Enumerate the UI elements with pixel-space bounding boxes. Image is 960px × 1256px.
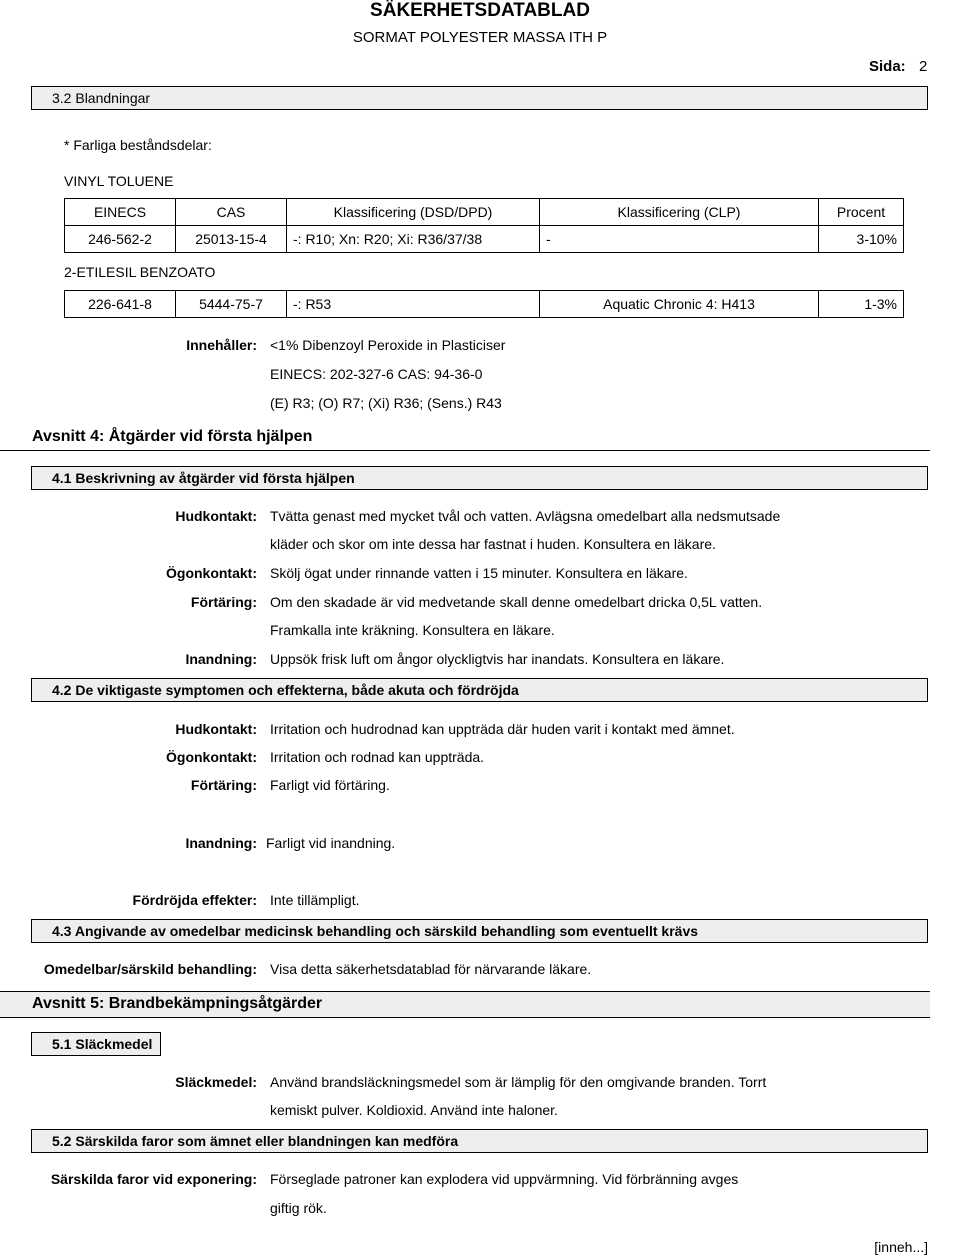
section-4-3-heading bbox=[31, 919, 928, 943]
extinguishing-media-label: Släckmedel: bbox=[175, 1074, 257, 1090]
continued-marker: [inneh...] bbox=[874, 1239, 928, 1255]
contains-line: (E) R3; (O) R7; (Xi) R36; (Sens.) R43 bbox=[270, 395, 502, 411]
delayed-effects-text: Inte tillämpligt. bbox=[270, 892, 360, 908]
extinguishing-media-text: kemiskt pulver. Koldioxid. Använd inte haloner. bbox=[270, 1102, 558, 1118]
table-cell: 25013-15-4 bbox=[176, 226, 287, 253]
inhalation-symptom-text: Farligt vid inandning. bbox=[266, 835, 396, 851]
document-title: SÄKERHETSDATABLAD bbox=[370, 0, 590, 21]
eye-contact-label: Ögonkontakt: bbox=[166, 749, 257, 765]
special-hazards-text: Förseglade patroner kan explodera vid uppvärmning. Vid förbränning avges bbox=[270, 1171, 739, 1187]
section-5-2-heading-text: 5.2 Särskilda faror som ämnet eller blandningen kan medföra bbox=[52, 1133, 459, 1149]
eye-symptom-text: Irritation och rodnad kan uppträda. bbox=[270, 749, 485, 765]
ingestion-label: Förtäring: bbox=[190, 777, 257, 793]
section-3-2-heading bbox=[31, 86, 928, 110]
ingestion-text: Om den skadade är vid medvetande skall denne omedelbart dricka 0,5L vatten. bbox=[270, 594, 763, 610]
inhalation-text: Uppsök frisk luft om ångor olyckligtvis har inandats. Konsultera en läkare. bbox=[270, 651, 725, 667]
skin-contact-label: Hudkontakt: bbox=[175, 508, 257, 524]
section-4-title-bar bbox=[0, 426, 930, 451]
product-name: SORMAT POLYESTER MASSA ITH P bbox=[352, 29, 608, 46]
section-5-2-heading bbox=[31, 1129, 928, 1153]
section-4-2-heading bbox=[31, 678, 928, 702]
ingestion-symptom-text: Farligt vid förtäring. bbox=[270, 777, 390, 793]
section-5-1-heading-text: 5.1 Släckmedel bbox=[52, 1036, 153, 1052]
table-cell: - bbox=[540, 226, 819, 253]
contains-line: <1% Dibenzoyl Peroxide in Plasticiser bbox=[270, 337, 506, 353]
section-4-1-heading-text: 4.1 Beskrivning av åtgärder vid första hjälpen bbox=[52, 470, 355, 486]
inhalation-label: Inandning: bbox=[185, 835, 257, 851]
immediate-treatment-text: Visa detta säkerhetsdatablad för närvarande läkare. bbox=[270, 961, 592, 977]
immediate-treatment-label: Omedelbar/särskild behandling: bbox=[43, 961, 257, 977]
contains-label: Innehåller: bbox=[186, 337, 257, 353]
table-cell: 1-3% bbox=[819, 291, 904, 318]
eye-contact-text: Skölj ögat under rinnande vatten i 15 minuter. Konsultera en läkare. bbox=[270, 565, 688, 581]
skin-symptom-text: Irritation och hudrodnad kan uppträda där huden varit i kontakt med ämnet. bbox=[270, 721, 735, 737]
section-3-2-heading-text: 3.2 Blandningar bbox=[52, 90, 151, 106]
substance-name: VINYL TOLUENE bbox=[64, 173, 174, 189]
hazardous-components-label: * Farliga beståndsdelar: bbox=[64, 137, 212, 153]
substance-name: 2-ETILESIL BENZOATO bbox=[64, 264, 216, 280]
section-4-title: Avsnitt 4: Åtgärder vid första hjälpen bbox=[32, 428, 313, 445]
table-header-cell: Klassificering (DSD/DPD) bbox=[287, 199, 540, 226]
table-cell: 3-10% bbox=[819, 226, 904, 253]
table-header-cell: CAS bbox=[176, 199, 287, 226]
table-cell: 246-562-2 bbox=[65, 226, 176, 253]
section-4-3-heading-text: 4.3 Angivande av omedelbar medicinsk behandling och särskild behandling som eventuellt krävs bbox=[52, 923, 699, 939]
section-5-1-heading bbox=[31, 1032, 161, 1056]
extinguishing-media-text: Använd brandsläckningsmedel som är lämplig för den omgivande branden. Torrt bbox=[270, 1074, 767, 1090]
special-hazards-text: giftig rök. bbox=[270, 1200, 327, 1216]
table-header-cell: EINECS bbox=[65, 199, 176, 226]
ingestion-text: Framkalla inte kräkning. Konsultera en läkare. bbox=[270, 622, 555, 638]
table-cell: -: R10; Xn: R20; Xi: R36/37/38 bbox=[287, 226, 540, 253]
skin-contact-text: kläder och skor om inte dessa har fastnat i huden. Konsultera en läkare. bbox=[270, 536, 716, 552]
table-cell: 5444-75-7 bbox=[176, 291, 287, 318]
special-hazards-label: Särskilda faror vid exponering: bbox=[50, 1171, 257, 1187]
section-5-title-bar bbox=[0, 991, 930, 1018]
inhalation-label: Inandning: bbox=[185, 651, 257, 667]
table-cell: -: R53 bbox=[287, 291, 540, 318]
table-header-cell: Klassificering (CLP) bbox=[540, 199, 819, 226]
components-table-2 bbox=[64, 290, 904, 318]
section-5-title: Avsnitt 5: Brandbekämpningsåtgärder bbox=[32, 995, 323, 1012]
table-header-row bbox=[65, 199, 904, 226]
table-row bbox=[65, 226, 904, 253]
table-header-cell: Procent bbox=[819, 199, 904, 226]
components-table-1 bbox=[64, 198, 904, 253]
table-cell: 226-641-8 bbox=[65, 291, 176, 318]
eye-contact-label: Ögonkontakt: bbox=[166, 565, 257, 581]
delayed-effects-label: Fördröjda effekter: bbox=[132, 892, 257, 908]
section-4-1-heading bbox=[31, 466, 928, 490]
section-4-2-heading-text: 4.2 De viktigaste symptomen och effekterna, både akuta och fördröjda bbox=[52, 682, 519, 698]
skin-contact-label: Hudkontakt: bbox=[175, 721, 257, 737]
page-number: 2 bbox=[919, 58, 928, 75]
table-cell: Aquatic Chronic 4: H413 bbox=[540, 291, 819, 318]
page-label: Sida: bbox=[869, 58, 906, 75]
contains-line: EINECS: 202-327-6 CAS: 94-36-0 bbox=[270, 366, 483, 382]
table-row bbox=[65, 291, 904, 318]
ingestion-label: Förtäring: bbox=[190, 594, 257, 610]
skin-contact-text: Tvätta genast med mycket tvål och vatten. Avlägsna omedelbart alla nedsmutsade bbox=[270, 508, 781, 524]
